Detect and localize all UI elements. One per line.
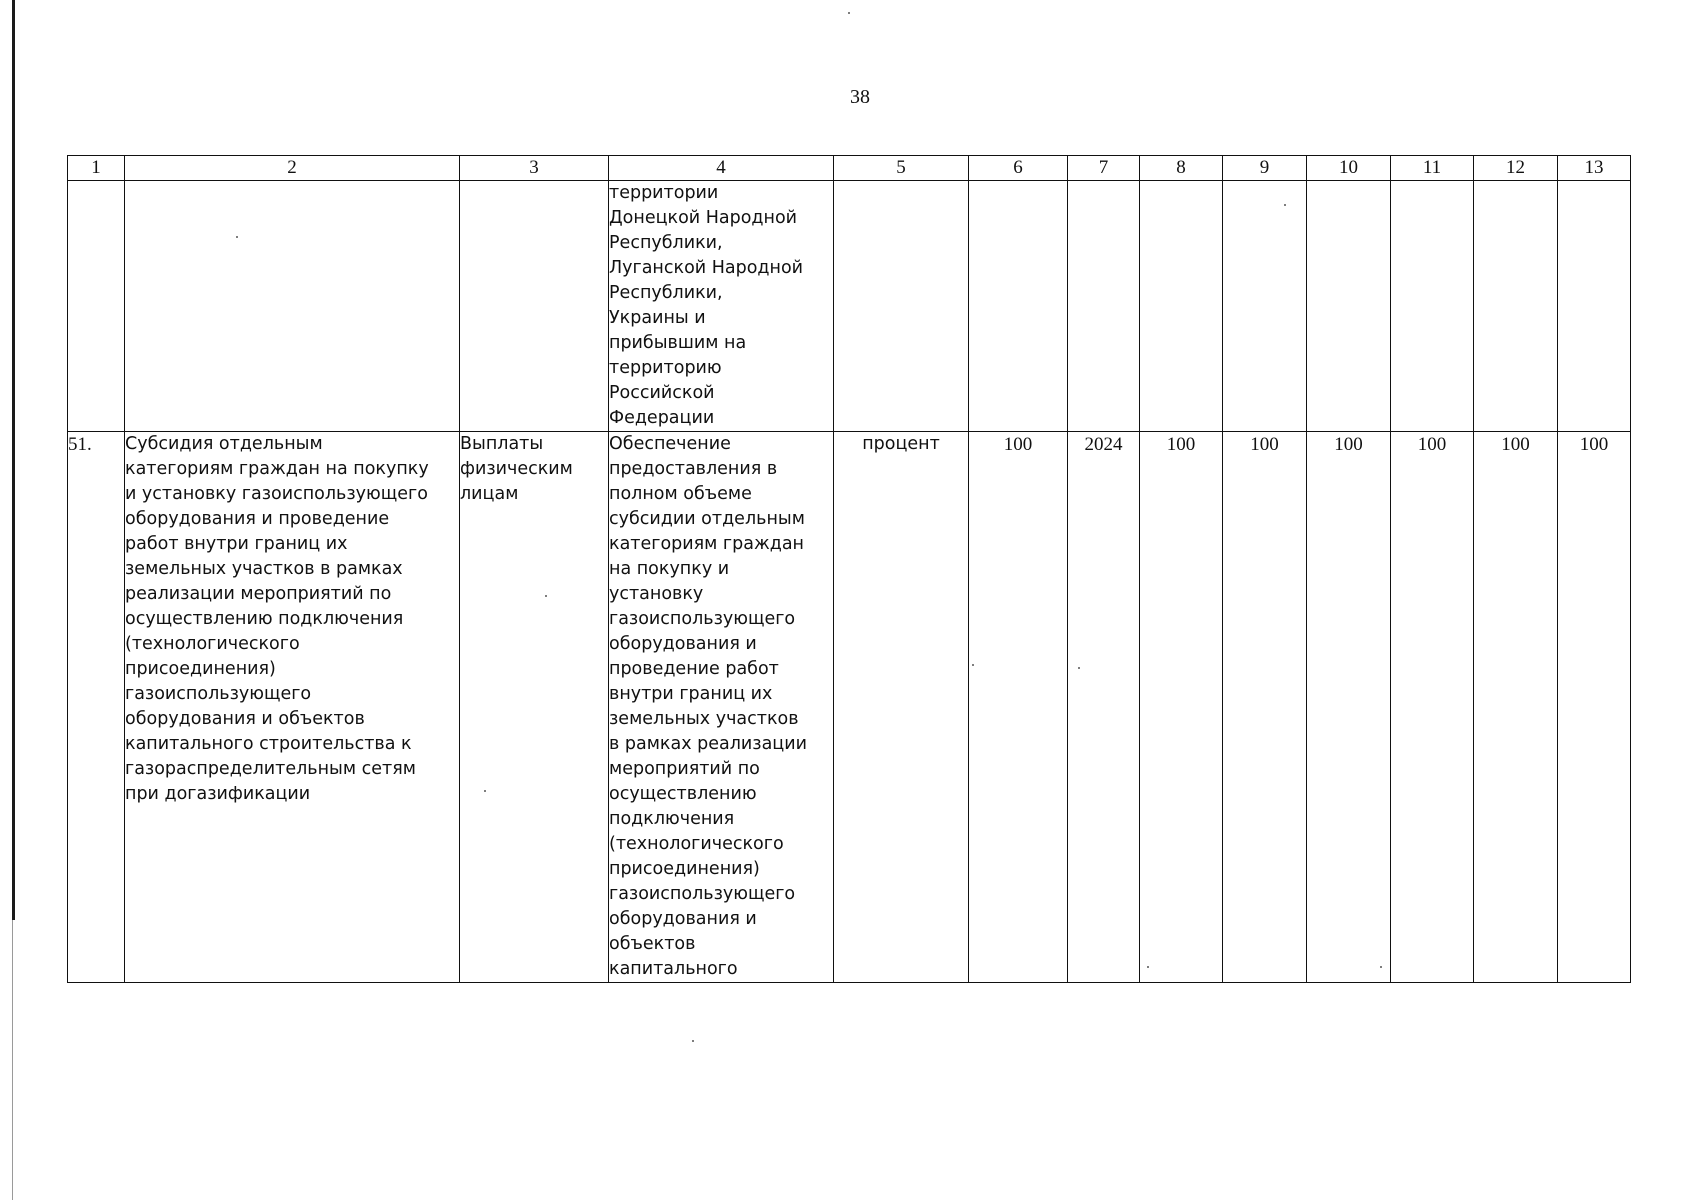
scan-edge bbox=[12, 920, 13, 1200]
scan-speck bbox=[692, 1040, 694, 1042]
cell-empty bbox=[1223, 181, 1307, 432]
base-year: 2024 bbox=[1068, 432, 1140, 983]
base-value: 100 bbox=[969, 432, 1068, 983]
cell-empty bbox=[1474, 181, 1558, 432]
cell-empty bbox=[1068, 181, 1140, 432]
document-table bbox=[67, 155, 1631, 983]
cell-empty bbox=[834, 181, 969, 432]
cell-empty bbox=[969, 181, 1068, 432]
header-cell-13: 13 bbox=[1558, 156, 1631, 181]
cell-empty bbox=[125, 181, 460, 432]
cell-empty bbox=[1307, 181, 1391, 432]
header-cell-4: 4 bbox=[609, 156, 834, 181]
value-col-13: 100 bbox=[1558, 432, 1631, 983]
cell-empty bbox=[1391, 181, 1474, 432]
table-row-continuation bbox=[68, 181, 1631, 432]
cell-empty bbox=[460, 181, 609, 432]
header-row bbox=[68, 156, 1631, 181]
header-cell-10: 10 bbox=[1307, 156, 1391, 181]
header-cell-3: 3 bbox=[460, 156, 609, 181]
scan-edge bbox=[12, 0, 15, 920]
header-cell-6: 6 bbox=[969, 156, 1068, 181]
unit-of-measure: процент bbox=[834, 432, 969, 983]
value-col-11: 100 bbox=[1391, 432, 1474, 983]
header-cell-2: 2 bbox=[125, 156, 460, 181]
continuation-indicator-text: территории Донецкой Народной Республики, Луганской Народной Республики, Украины и прибывшим на территорию Российской Федерации bbox=[609, 181, 834, 432]
cell-empty bbox=[68, 181, 125, 432]
header-cell-12: 12 bbox=[1474, 156, 1558, 181]
scan-speck bbox=[848, 12, 850, 14]
value-col-12: 100 bbox=[1474, 432, 1558, 983]
header-cell-9: 9 bbox=[1223, 156, 1307, 181]
indicator-description: Обеспечение предоставления в полном объеме субсидии отдельным категориям граждан на покупку и установку газоиспользующего оборудования и проведение работ внутри границ их земельных участков в рамках реализации мероприятий по осуществлению подключения (технологического присоединения) газоиспользующего оборудования и объектов капитального bbox=[609, 432, 834, 983]
cell-empty bbox=[1140, 181, 1223, 432]
header-cell-11: 11 bbox=[1391, 156, 1474, 181]
measure-name: Субсидия отдельным категориям граждан на покупку и установку газоиспользующего оборудования и проведение работ внутри границ их земельных участков в рамках реализации мероприятий по осуществлению подключения (технологического присоединения) газоиспользующего оборудования и объектов капитального строительства к газораспределительным сетям при догазификации bbox=[125, 432, 460, 983]
table-row-51 bbox=[68, 432, 1631, 983]
header-cell-5: 5 bbox=[834, 156, 969, 181]
row-number: 51. bbox=[68, 432, 125, 983]
measure-type: Выплаты физическим лицам bbox=[460, 432, 609, 983]
value-col-10: 100 bbox=[1307, 432, 1391, 983]
value-col-8: 100 bbox=[1140, 432, 1223, 983]
cell-empty bbox=[1558, 181, 1631, 432]
header-cell-8: 8 bbox=[1140, 156, 1223, 181]
page-number: 38 bbox=[850, 86, 870, 108]
value-col-9: 100 bbox=[1223, 432, 1307, 983]
header-cell-1: 1 bbox=[68, 156, 125, 181]
header-cell-7: 7 bbox=[1068, 156, 1140, 181]
